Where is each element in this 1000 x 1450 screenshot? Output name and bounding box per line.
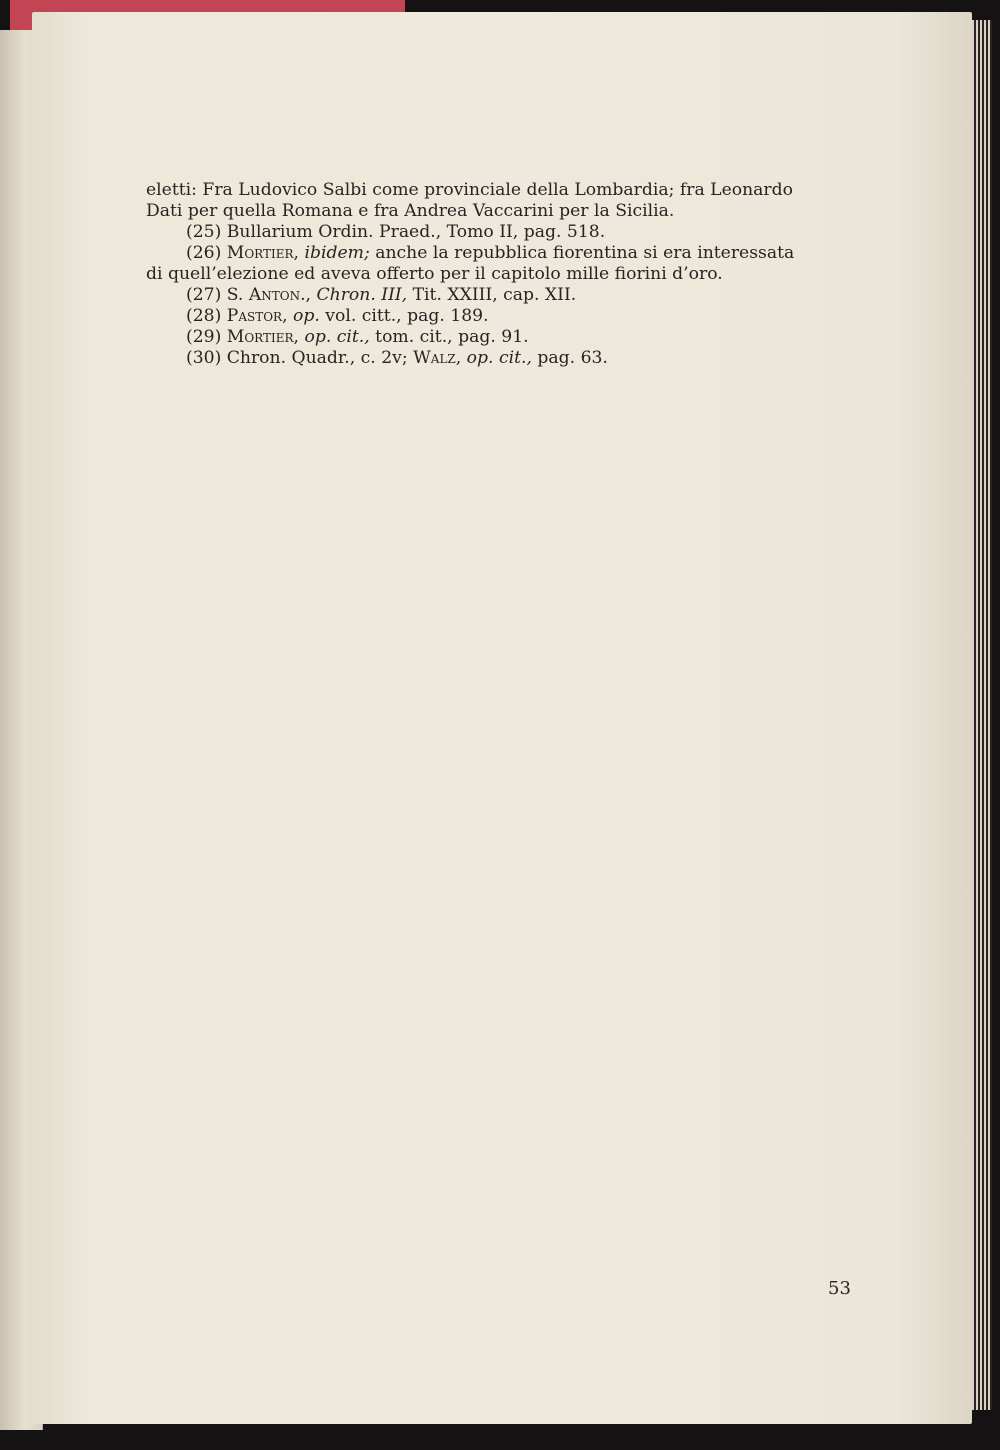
footnote-author: Anton., [248,285,312,305]
footnote-reference: ibidem; [299,243,370,263]
page-number: 53 [828,1278,851,1299]
footnote-reference: op. cit., [299,327,370,347]
footnote-text: anche la repubblica fiorentina si era interessata [369,243,795,263]
footnote-number: (26) [186,243,227,263]
footnote-text: tom. cit., pag. 91. [369,327,529,347]
footnote-text: pag. 63. [531,348,608,368]
footnote-28 [146,306,846,327]
footnote-number: (29) [186,327,227,347]
footnote-reference: Chron. III, [311,285,408,305]
footnote-author: Walz, [413,348,462,368]
footnote-continuation-line: Dati per quella Romana e fra Andrea Vaccarini per la Sicilia. [146,201,675,221]
footnote-29 [146,327,846,348]
footnote-text: Tit. XXIII, cap. XII. [407,285,577,305]
footnote-27 [146,285,846,306]
footnote-26-continuation: di quell’elezione ed aveva offerto per il capitolo mille fiorini d’oro. [146,264,723,284]
footnote-26 [146,243,846,264]
footnote-text: (30) Chron. Quadr., c. 2v; [186,348,414,368]
footnote-author: Mortier, [226,327,300,347]
footnote-number: (28) [186,306,227,326]
footnote-number: (27) S. [186,285,249,305]
footnote-30 [146,348,846,369]
footnote-author: Mortier, [226,243,300,263]
footnote-text: vol. citt., pag. 189. [319,306,489,326]
footnote-continuation-line: eletti: Fra Ludovico Salbi come provinciale della Lombardia; fra Leonardo [146,180,793,200]
footnotes [146,180,846,369]
footnote-25: (25) Bullarium Ordin. Praed., Tomo II, pag. 518. [186,222,606,242]
footnote-author: Pastor, [226,306,288,326]
footnote-reference: op. cit., [461,348,532,368]
footnote-reference: op. [287,306,320,326]
